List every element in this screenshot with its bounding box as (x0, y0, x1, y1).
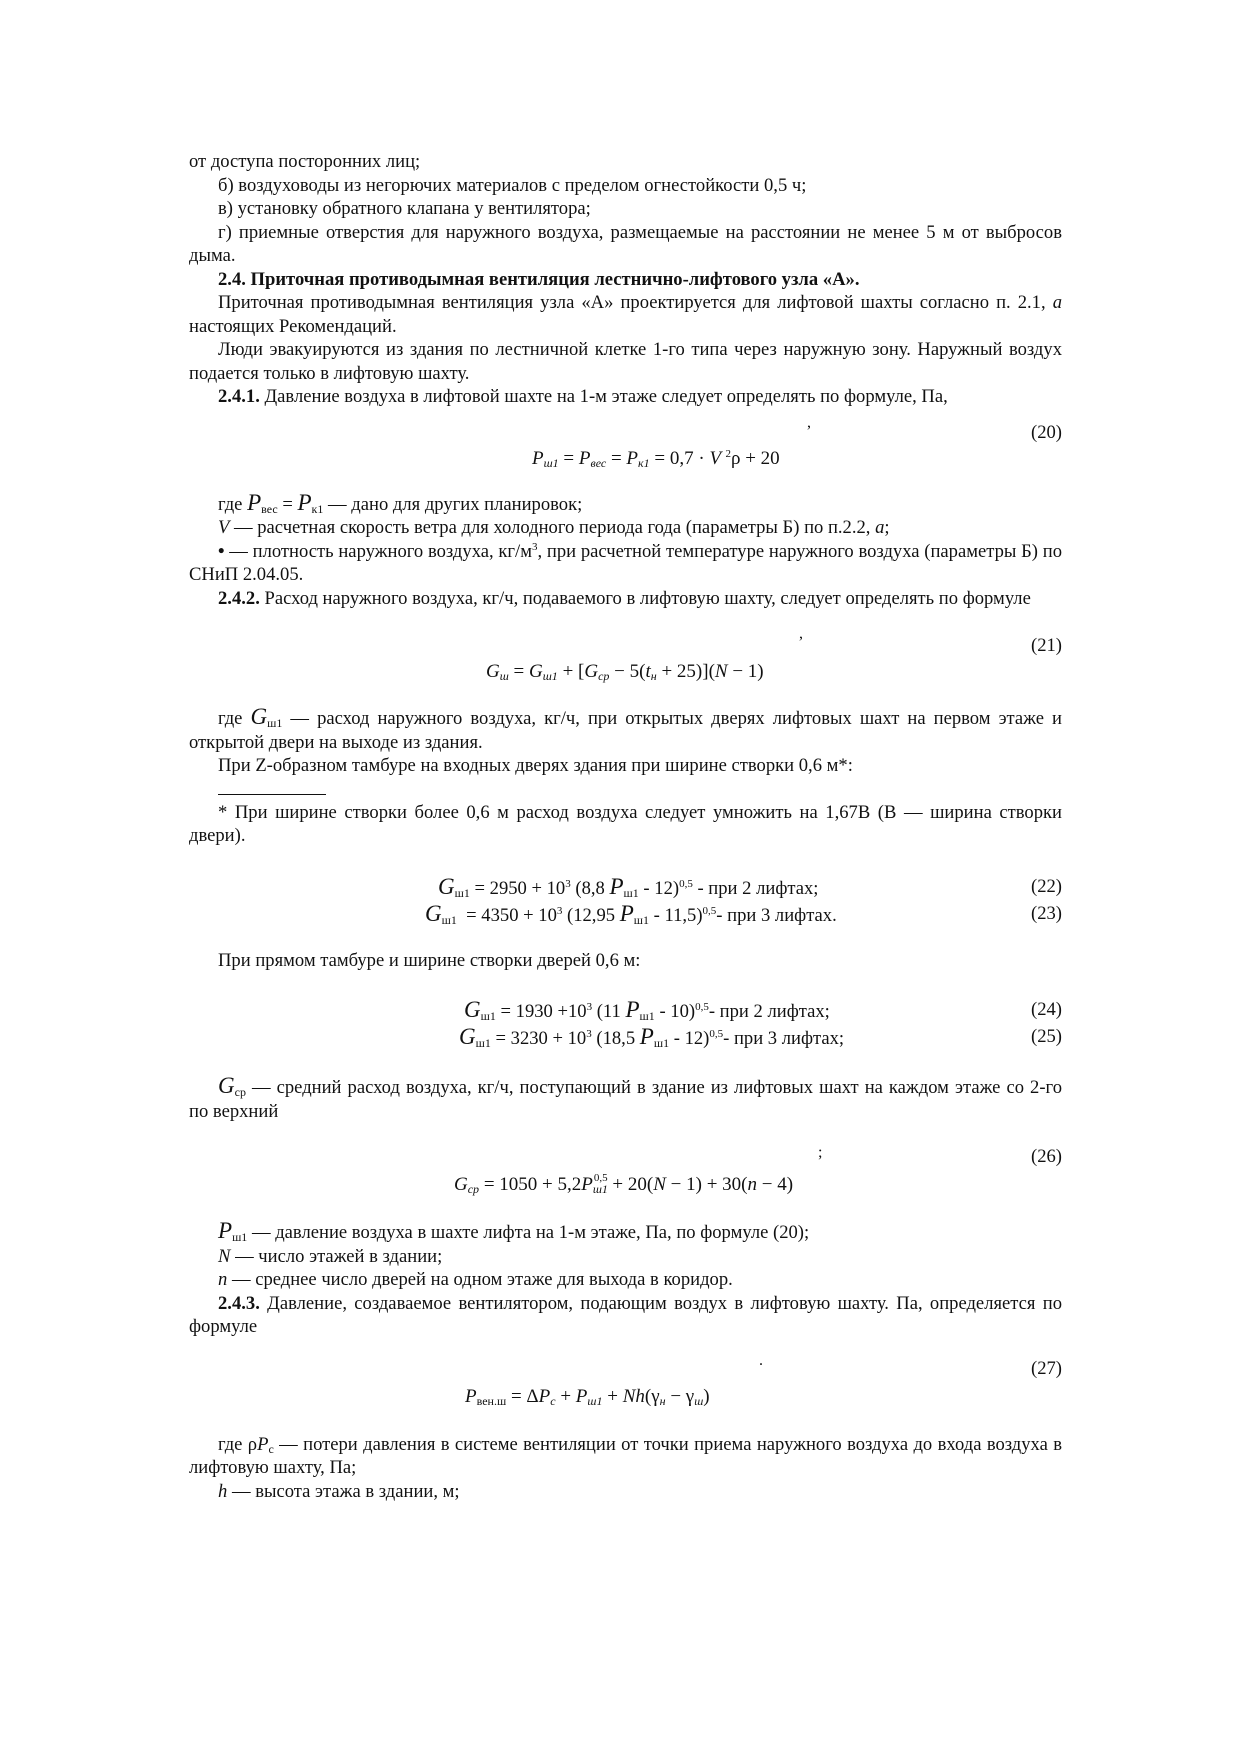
paragraph (189, 1219, 1062, 1245)
superscript: 0,5 (702, 904, 717, 917)
bullet-icon: • (218, 540, 225, 562)
section-2-4-2 (189, 587, 1062, 611)
formula-expression: $P_{вен.ш} = \Delta P_c + P_{ш1} + Nh(\gamma_н - \gamma_ш)$ (465, 1385, 710, 1408)
formula-number: (24) (1031, 999, 1062, 1020)
section-number: 2.4.2. (218, 587, 260, 609)
formula-expression: $G_{ср} = 1050 + 5,2P_{ш1}^{0,5} + 20(N - 1) + 30(n - 4)$ (454, 1172, 794, 1196)
text: а (875, 517, 885, 538)
formula-number: (23) (1031, 902, 1062, 924)
formula-24 (189, 998, 1062, 1025)
text: (18,5 (591, 1028, 640, 1049)
text: = 3230 + 10 (490, 1028, 587, 1049)
paragraph (189, 1074, 1062, 1123)
subscript: ш1 (454, 885, 470, 900)
symbol: G (218, 1073, 235, 1098)
formula-number: (22) (1031, 875, 1062, 897)
formula-23 (189, 902, 1062, 929)
superscript: 3 (586, 1028, 592, 1040)
formula-26 (189, 1123, 1062, 1219)
text: где ρ (218, 1433, 258, 1455)
subscript: с (268, 1441, 274, 1456)
formula-25 (189, 1025, 1062, 1052)
text: Давление, создаваемое вентилятором, подающим воздух в лифтовую шахту. Па, определяется по формуле (189, 1292, 1062, 1337)
symbol: P (609, 873, 624, 899)
superscript: 3 (532, 540, 538, 553)
text: (8,8 (570, 877, 610, 899)
section-heading-2-4 (189, 268, 1062, 292)
subscript: вес (261, 501, 278, 516)
symbol: P (619, 900, 634, 926)
superscript: 3 (586, 1001, 593, 1013)
symbol: G (464, 997, 481, 1022)
formula-mark: . (759, 1351, 763, 1369)
formula-mark: , (807, 413, 811, 431)
symbol: G (459, 1024, 476, 1049)
document-page (189, 150, 1062, 1503)
symbol: P (297, 489, 312, 515)
paragraph: б) воздуховоды из негорючих материалов с пределом огнестойкости 0,5 ч; (218, 174, 807, 196)
formula-21 (189, 610, 1062, 705)
symbol: N (218, 1245, 231, 1267)
paragraph: от доступа посторонних лиц; (189, 151, 421, 172)
paragraph (189, 291, 1062, 338)
text: где (218, 493, 243, 515)
text: = (277, 493, 298, 515)
text: - 12) (638, 877, 680, 899)
formula-expression (425, 902, 837, 928)
text: = 4350 + 10 (456, 904, 557, 926)
symbol: G (250, 704, 268, 729)
subscript: ш1 (475, 1036, 491, 1050)
formula-number: (26) (1031, 1146, 1062, 1167)
formula-expression (464, 998, 830, 1024)
symbol: P (247, 489, 262, 515)
paragraph (189, 491, 1062, 517)
formula-expression: $P_{ш1} = P_{вес} = P_{к1} = 0,7 \cdot V$ $^2$ρ + 20 (532, 447, 780, 470)
subscript: ш1 (633, 912, 650, 927)
symbol: P (639, 1024, 654, 1049)
symbol: P (218, 1218, 233, 1243)
text: Давление воздуха в лифтовой шахте на 1-м этаже следует определять по формуле, Па, (264, 386, 948, 407)
text: настоящих Рекомендаций. (189, 315, 397, 337)
text: , при расчетной температуре наружного воздуха (параметры Б) по СНиП 2.04.05. (189, 540, 1062, 585)
paragraph (189, 1268, 1062, 1292)
formula-number: (27) (1031, 1357, 1062, 1379)
paragraph (189, 516, 1062, 540)
text: - при 2 лифтах; (708, 1001, 830, 1022)
superscript: 0,5 (679, 877, 693, 890)
superscript: 0,5 (695, 1001, 709, 1013)
formula-number: (20) (1031, 421, 1062, 443)
text: - 10) (654, 1001, 696, 1022)
formula-27 (189, 1339, 1062, 1433)
text: - при 2 лифтах; (692, 877, 819, 899)
text: где (218, 708, 243, 729)
subscript: ср (234, 1085, 246, 1099)
formula-20 (189, 409, 1062, 491)
text: Приточная противодымная вентиляция узла «А» проектируется для лифтовой шахты согласно п. 2.1, (218, 292, 1046, 313)
text: - при 3 лифтах; (723, 1028, 845, 1049)
text: — число этажей в здании; (235, 1245, 443, 1267)
symbol: n (218, 1269, 228, 1290)
symbol: P (625, 997, 640, 1022)
subscript: ш1 (267, 716, 283, 730)
text: - 12) (669, 1028, 710, 1049)
paragraph (189, 1480, 1062, 1504)
text: — средний расход воздуха, кг/ч, поступающий в здание из лифтовых шахт на каждом этаже со 2-го по верхний (189, 1077, 1063, 1122)
text: Расход наружного воздуха, кг/ч, подаваемого в лифтовую шахту, следует определять по формуле (264, 587, 1031, 609)
superscript: 3 (556, 904, 563, 917)
formula-22 (189, 875, 1062, 902)
symbol: V (218, 517, 230, 538)
subscript: ш1 (480, 1009, 496, 1023)
section-2-4-1 (189, 385, 1062, 409)
text: — давление воздуха в шахте лифта на 1-м этаже, Па, по формуле (20); (251, 1222, 810, 1243)
formula-expression (438, 875, 818, 901)
paragraph (189, 540, 1062, 587)
text: = 1930 +10 (495, 1001, 587, 1022)
text: - 11,5) (649, 904, 703, 926)
text: — расчетная скорость ветра для холодного периода года (параметры Б) по п.2.2, (234, 517, 871, 538)
footnote: * При ширине створки более 0,6 м расход воздуха следует умножить на 1,67В (В — ширина створки двери). (189, 801, 1062, 846)
superscript: 0,5 (709, 1028, 724, 1040)
formula-number: (25) (1031, 1026, 1062, 1047)
symbol: P (257, 1433, 269, 1455)
subscript: ш1 (232, 1230, 248, 1244)
text: - при 3 лифтах. (716, 904, 837, 926)
text: — потери давления в системе вентиляции от точки приема наружного воздуха до входа воздуха в лифтовую шахту, Па; (189, 1433, 1062, 1478)
section-number: 2.4.1. (218, 386, 260, 407)
subscript: ш1 (639, 1009, 655, 1023)
heading-text: 2.4. Приточная противодымная вентиляция лестнично-лифтового узла «А». (218, 268, 860, 290)
formula-mark: , (799, 625, 803, 642)
text: (11 (592, 1001, 626, 1022)
symbol: G (425, 900, 442, 926)
subscript: к1 (311, 501, 324, 516)
subscript: ш1 (623, 885, 639, 900)
paragraph: При прямом тамбуре и ширине створки дверей 0,6 м: (218, 949, 641, 971)
section-number: 2.4.3. (218, 1292, 260, 1314)
paragraph (189, 1433, 1062, 1480)
formula-expression: $G_ш = G_{ш1} + [G_{ср} - 5(t_н + 25)](N - 1)$ (486, 661, 764, 683)
paragraph: в) установку обратного клапана у вентилятора; (218, 198, 591, 219)
subscript: ш1 (441, 912, 457, 927)
formula-number: (21) (1031, 635, 1062, 656)
paragraph: При Z-образном тамбуре на входных дверях здания при ширине створки 0,6 м*: (218, 755, 853, 776)
text: — дано для других планировок; (328, 493, 583, 515)
paragraph: г) приемные отверстия для наружного воздуха, размещаемые на расстоянии не менее 5 м от выбросов дыма. (189, 221, 1062, 266)
paragraph (189, 705, 1062, 754)
text: — расход наружного воздуха, кг/ч, при открытых дверях лифтовых шахт на первом этаже и открытой двери на выходе из здания. (189, 708, 1063, 753)
formula-mark: ; (818, 1144, 823, 1161)
superscript: 3 (565, 877, 571, 890)
symbol: h (218, 1480, 228, 1502)
symbol: G (438, 873, 455, 899)
footnote-separator (218, 778, 326, 795)
text: — высота этажа в здании, м; (231, 1480, 460, 1502)
paragraph: Люди эвакуируются из здания по лестничной клетке 1-го типа через наружную зону. Наружный воздух подается только в лифтовую шахту. (189, 339, 1062, 384)
text: — плотность наружного воздуха, кг/м (229, 540, 532, 562)
text: (12,95 (562, 904, 620, 926)
text: а (1052, 292, 1062, 313)
text: ; (884, 517, 890, 538)
text: — среднее число дверей на одном этаже для выхода в коридор. (231, 1269, 733, 1290)
section-2-4-3 (189, 1292, 1062, 1339)
paragraph (189, 1245, 1062, 1269)
text: = 2950 + 10 (469, 877, 566, 899)
formula-expression (459, 1025, 844, 1051)
subscript: ш1 (653, 1036, 670, 1050)
